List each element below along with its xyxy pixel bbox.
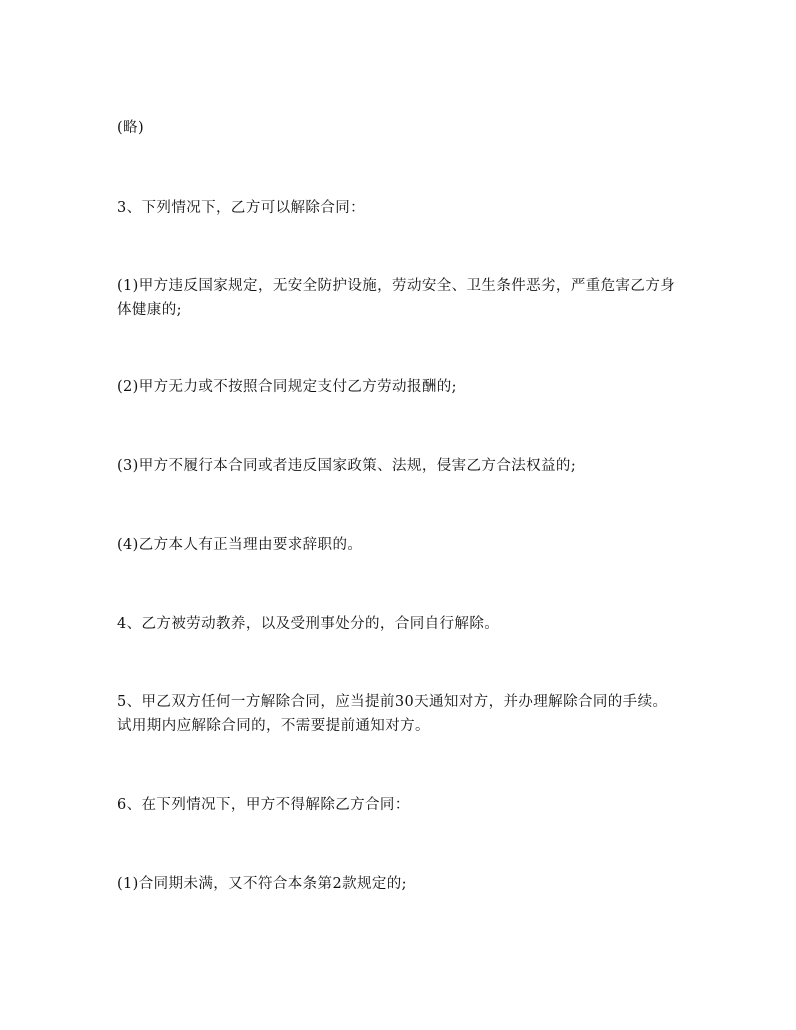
paragraph-omitted: (略)	[117, 120, 145, 136]
paragraph-clause-6: 6、在下列情况下，甲方不得解除乙方合同：	[117, 797, 410, 813]
paragraph-clause-5: 5、甲乙双方任何一方解除合同，应当提前30天通知对方，并办理解除合同的手续。试用期内应解除合同的，不需要提前通知对方。	[117, 694, 668, 734]
paragraph-clause-3-item-4: (4)乙方本人有正当理由要求辞职的。	[117, 537, 363, 553]
paragraph-clause-3: 3、下列情况下，乙方可以解除合同：	[117, 200, 366, 216]
paragraph-clause-6-item-1: (1)合同期未满，又不符合本条第2款规定的;	[117, 876, 407, 892]
paragraph-clause-3-item-3: (3)甲方不履行本合同或者违反国家政策、法规，侵害乙方合法权益的;	[117, 458, 577, 474]
paragraph-clause-3-item-2: (2)甲方无力或不按照合同规定支付乙方劳动报酬的;	[117, 379, 457, 395]
paragraph-clause-3-item-1: (1)甲方违反国家规定，无安全防护设施，劳动安全、卫生条件恶劣，严重危害乙方身体健康的;	[117, 278, 676, 318]
paragraph-clause-4: 4、乙方被劳动教养，以及受刑事处分的，合同自行解除。	[117, 616, 500, 632]
